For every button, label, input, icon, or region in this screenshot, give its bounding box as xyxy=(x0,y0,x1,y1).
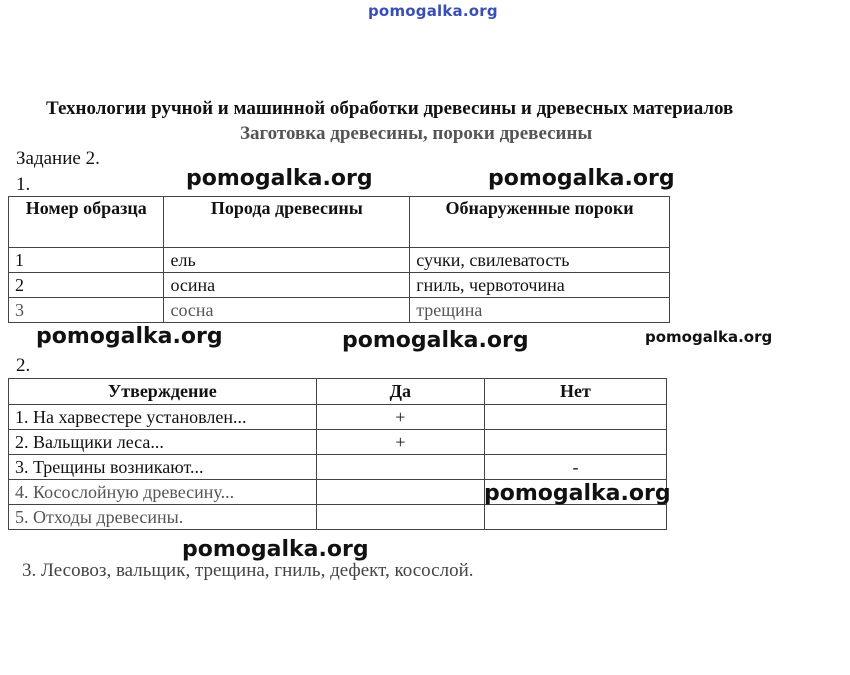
table-row xyxy=(9,455,667,480)
page-subtitle: Заготовка древесины, пороки древесины xyxy=(240,123,593,144)
cell-no xyxy=(484,405,666,430)
watermark: pomogalka.org xyxy=(484,481,671,506)
watermark: pomogalka.org xyxy=(36,324,223,349)
table-row xyxy=(9,430,667,455)
table-header-row xyxy=(9,379,667,405)
header-defects: Обнаруженные пороки xyxy=(410,197,670,248)
table-row xyxy=(9,248,670,273)
cell-statement: 4. Косослойную древесину... xyxy=(9,480,317,505)
header-sample-number: Номер образца xyxy=(9,197,164,248)
cell-statement: 2. Вальщики леса... xyxy=(9,430,317,455)
table-row xyxy=(9,298,670,323)
cell-yes xyxy=(316,455,484,480)
cell-no xyxy=(484,430,666,455)
cell-no xyxy=(484,505,666,530)
top-watermark: pomogalka.org xyxy=(368,2,498,20)
watermark: pomogalka.org xyxy=(186,166,373,191)
cell-no: - xyxy=(484,455,666,480)
cell-sample-number: 1 xyxy=(9,248,164,273)
cell-sample-number: 2 xyxy=(9,273,164,298)
table-header-row xyxy=(9,197,670,248)
cell-defects: сучки, свилеватость xyxy=(410,248,670,273)
cell-statement: 1. На харвестере установлен... xyxy=(9,405,317,430)
cell-yes xyxy=(316,480,484,505)
table-wood-samples xyxy=(8,196,670,323)
header-no: Нет xyxy=(484,379,666,405)
table-row xyxy=(9,505,667,530)
cell-defects: трещина xyxy=(410,298,670,323)
cell-wood-species: сосна xyxy=(164,298,410,323)
watermark: pomogalka.org xyxy=(488,166,675,191)
table-row xyxy=(9,405,667,430)
cell-wood-species: ель xyxy=(164,248,410,273)
page-title: Технологии ручной и машинной обработки древесины и древесных материалов xyxy=(46,98,734,119)
answer-3: 3. Лесовоз, вальщик, трещина, гниль, дефект, косослой. xyxy=(22,560,474,581)
watermark: pomogalka.org xyxy=(182,537,369,562)
cell-defects: гниль, червоточина xyxy=(410,273,670,298)
cell-wood-species: осина xyxy=(164,273,410,298)
cell-yes: + xyxy=(316,430,484,455)
cell-yes: + xyxy=(316,405,484,430)
header-statement: Утверждение xyxy=(9,379,317,405)
header-wood-species: Порода древесины xyxy=(164,197,410,248)
item1-label: 1. xyxy=(16,174,31,195)
cell-yes xyxy=(316,505,484,530)
task-label: Задание 2. xyxy=(16,148,100,169)
watermark: pomogalka.org xyxy=(342,328,529,353)
watermark: pomogalka.org xyxy=(645,328,773,346)
table-row xyxy=(9,273,670,298)
cell-sample-number: 3 xyxy=(9,298,164,323)
header-yes: Да xyxy=(316,379,484,405)
cell-statement: 3. Трещины возникают... xyxy=(9,455,317,480)
table-statements xyxy=(8,378,667,530)
item2-label: 2. xyxy=(16,355,31,376)
cell-statement: 5. Отходы древесины. xyxy=(9,505,317,530)
